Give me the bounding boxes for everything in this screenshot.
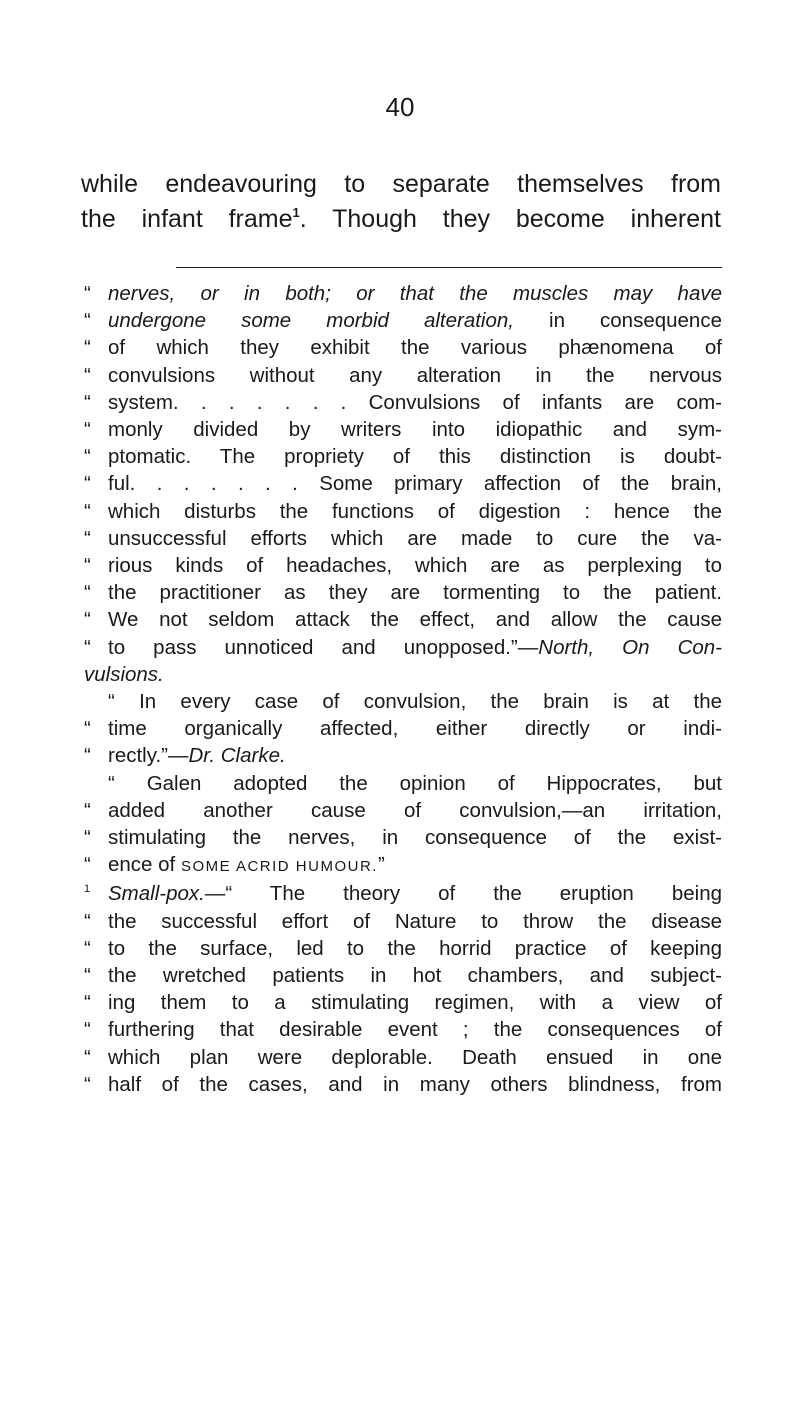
note-line: “ stimulating the nerves, in consequence of the exist- — [84, 826, 722, 850]
footnote-line: “ ing them to a stimulating regimen, with a view of — [84, 991, 722, 1015]
footnote-reference: 1 — [292, 205, 300, 220]
footnotes — [84, 280, 722, 1098]
footnote-line: “ the successful effort of Nature to throw the disease — [84, 909, 722, 933]
note-line: “ to pass unnoticed and unopposed.”—North, On Con- — [84, 635, 723, 659]
note-line: “ time organically affected, either directly or indi- — [84, 717, 722, 741]
note-line: “ added another cause of convulsion,—an irritation, — [84, 798, 722, 822]
note-line: “ Galen adopted the opinion of Hippocrates, but — [108, 771, 722, 795]
note-line: “ ptomatic. The propriety of this distinction is doubt- — [84, 445, 722, 469]
note-line: “ which disturbs the functions of digestion : hence the — [84, 499, 722, 523]
note-line: “ nerves, or in both; or that the muscles may have — [84, 282, 722, 305]
note-line: “ system. . . . . . . Convulsions of infants are com- — [84, 390, 722, 414]
main-text — [81, 167, 721, 237]
note-line: “ the practitioner as they are tormenting to the patient. — [84, 581, 722, 605]
note-line: “ rious kinds of headaches, which are as perplexing to — [84, 554, 722, 578]
note-line: “ of which they exhibit the various phænomena of — [84, 336, 722, 360]
note-line: “ convulsions without any alteration in the nervous — [84, 363, 722, 387]
main-line-2-end: . Though they become inherent — [299, 205, 721, 233]
footnote-line: “ half of the cases, and in many others blindness, from — [84, 1072, 722, 1096]
footnote-line: $^1$ Small-pox.—“ The theory of the eruption being — [84, 882, 722, 906]
main-line-2-start: the infant frame — [81, 205, 293, 233]
note-line: “ undergone some morbid alteration, in consequence — [84, 309, 722, 333]
note-line: “ monly divided by writers into idiopathic and sym- — [84, 418, 722, 442]
note-line: “ unsuccessful efforts which are made to cure the va- — [84, 526, 722, 550]
main-line-1: while endeavouring to separate themselves from — [81, 170, 721, 198]
note-line: “ ful. . . . . . . Some primary affection of the brain, — [84, 472, 722, 496]
note-line: “ In every case of convulsion, the brain is at the — [108, 690, 722, 714]
footnote-divider — [176, 267, 722, 268]
note-line: “ ence of SOME ACRID HUMOUR.” — [84, 853, 385, 877]
main-line-2 — [81, 202, 721, 237]
footnote-line: “ to the surface, led to the horrid practice of keeping — [84, 936, 722, 960]
page-number: 40 — [385, 92, 415, 122]
footnote-marker: 1 — [84, 883, 91, 896]
note-line: “ rectly.”—Dr. Clarke. — [84, 744, 286, 768]
footnote-line: “ furthering that desirable event ; the consequences of — [84, 1018, 722, 1042]
note-line: vulsions. — [84, 662, 164, 686]
note-line: “ We not seldom attack the effect, and allow the cause — [84, 608, 722, 632]
footnote-line: “ the wretched patients in hot chambers, and subject- — [84, 964, 722, 988]
footnote-line: “ which plan were deplorable. Death ensued in one — [84, 1045, 722, 1069]
